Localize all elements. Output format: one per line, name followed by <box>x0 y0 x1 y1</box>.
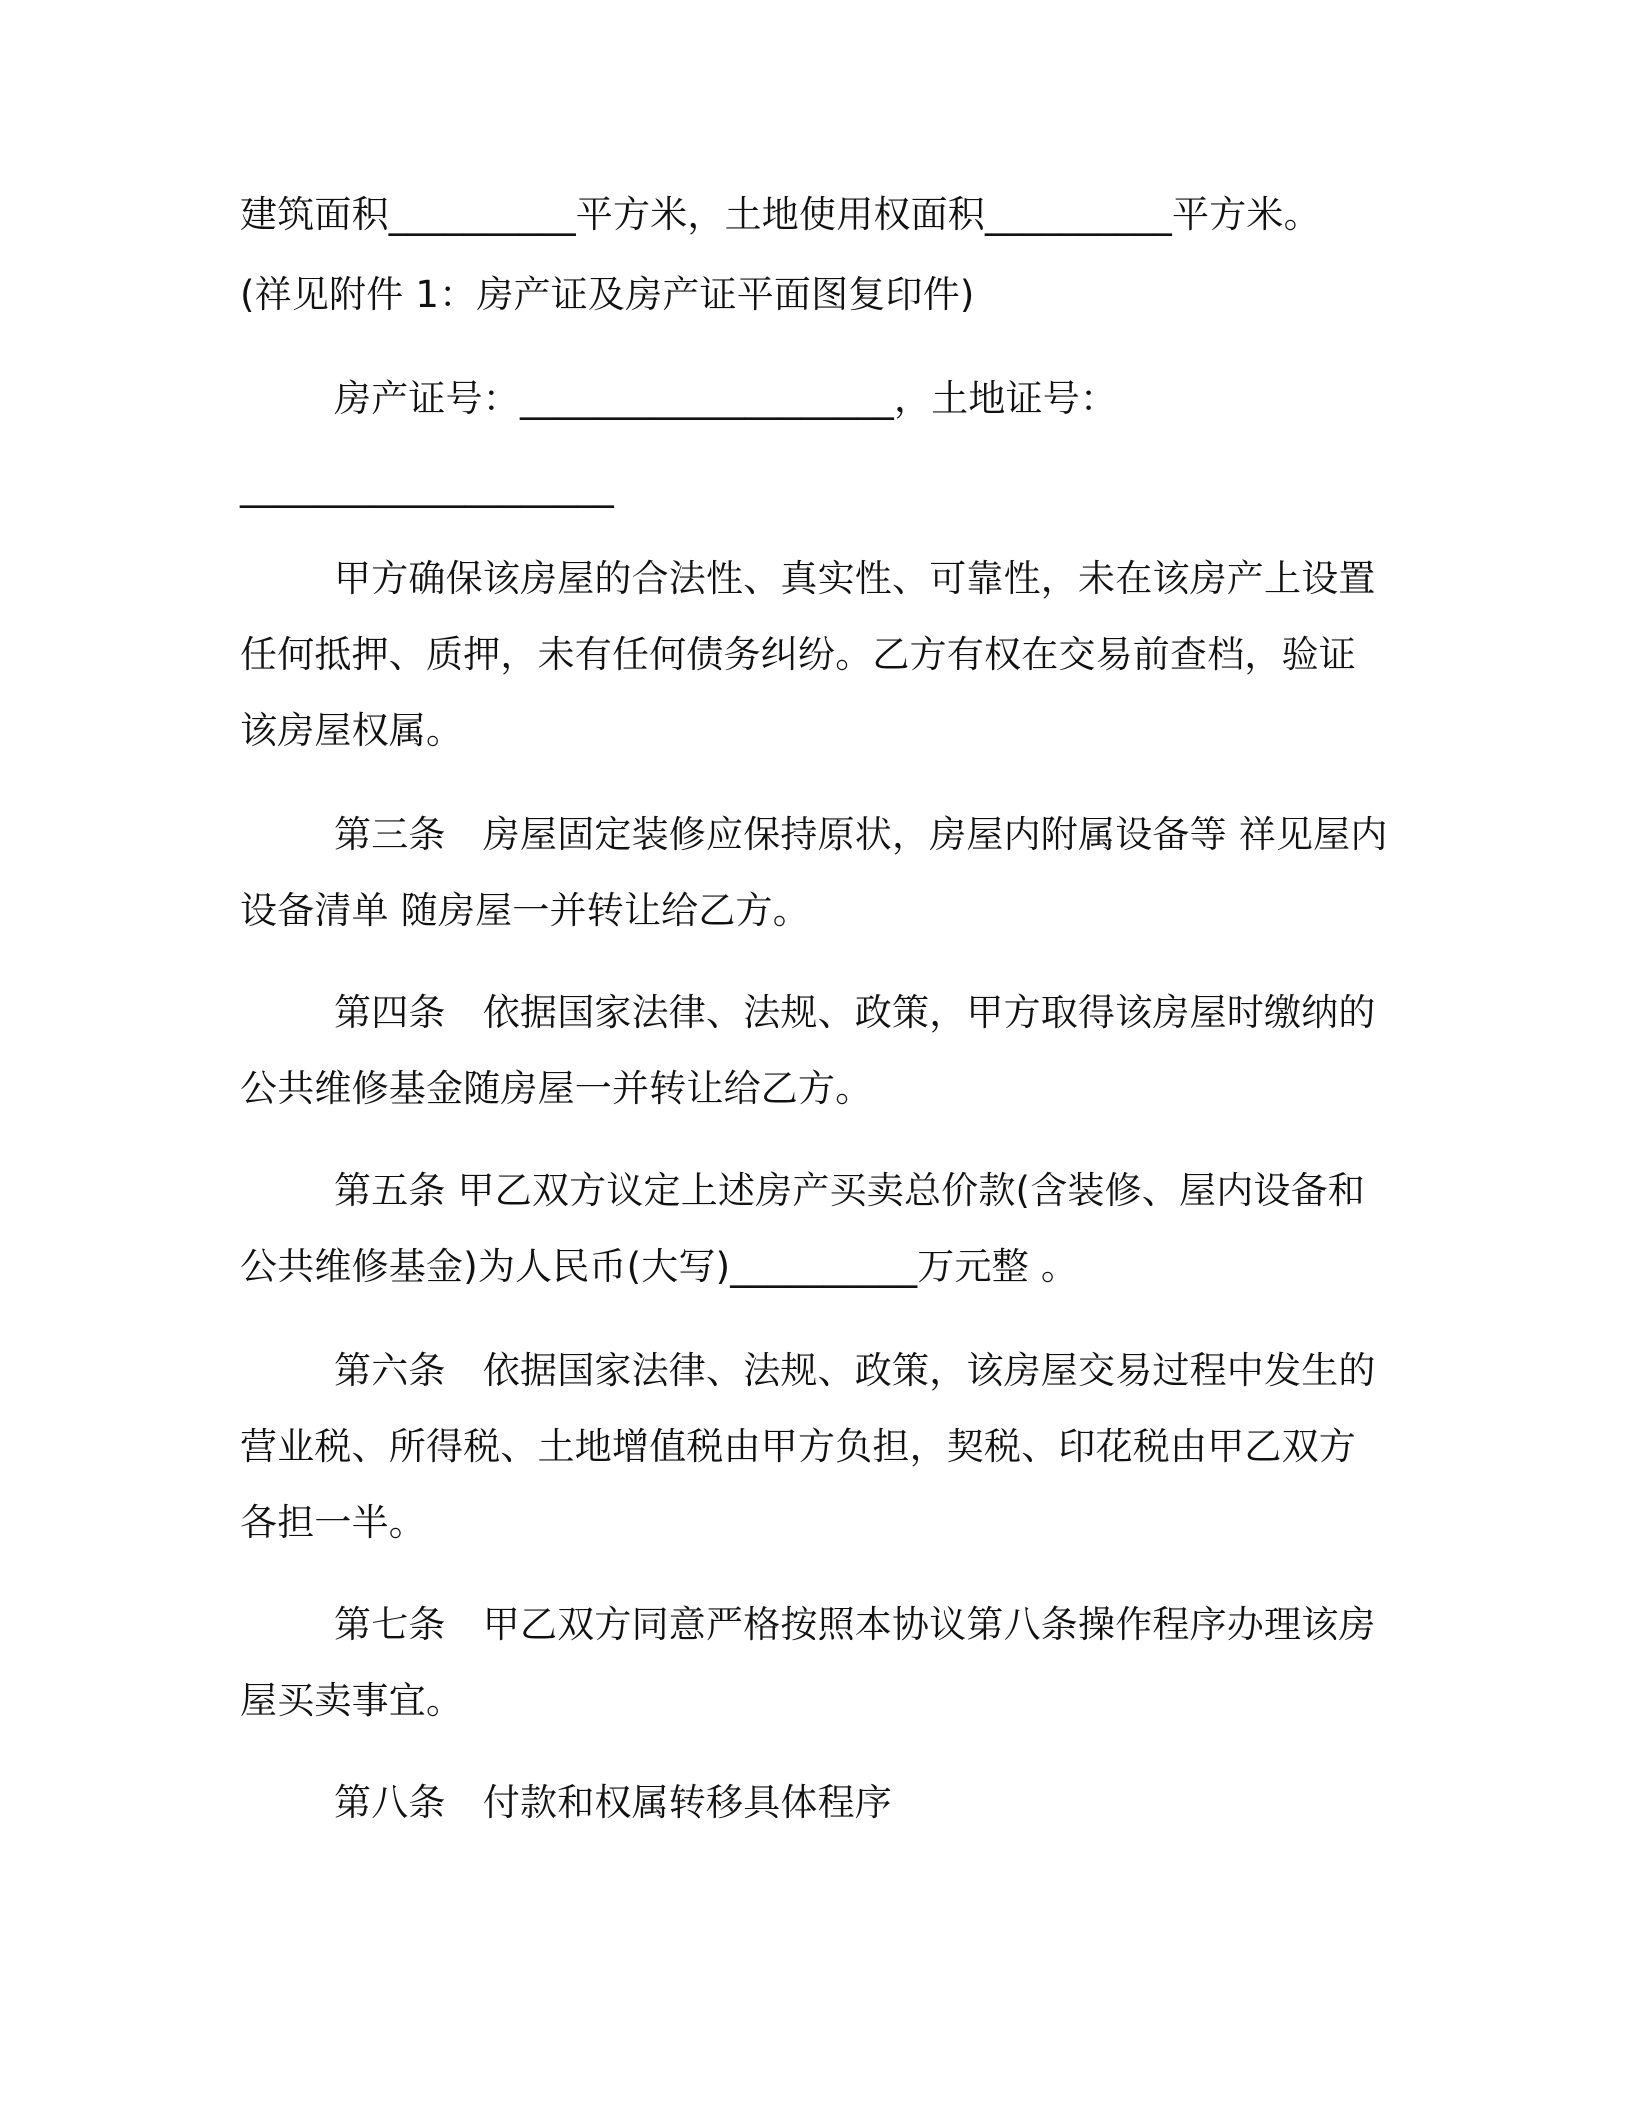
article-6-line-2: 营业税、所得税、土地增值税由甲方负担，契税、印花税由甲乙双方 <box>240 1425 1356 1468</box>
article-7-line-1: 第七条 甲乙双方同意严格按照本协议第八条操作程序办理该房 <box>334 1603 1376 1646</box>
guarantee-line-1: 甲方确保该房屋的合法性、真实性、可靠性，未在该房产上设置 <box>334 557 1376 600</box>
area-line: 建筑面积__________平方米，土地使用权面积__________平方米。 <box>240 193 1321 236</box>
cert-line-1: 房产证号：____________________，土地证号： <box>334 377 1118 420</box>
appendix-note: (祥见附件 1：房产证及房产证平面图复印件) <box>240 273 975 316</box>
cert-line-2: ____________________ <box>240 465 614 508</box>
article-7-line-2: 屋买卖事宜。 <box>240 1679 464 1722</box>
article-6-line-1: 第六条 依据国家法律、法规、政策，该房屋交易过程中发生的 <box>334 1349 1376 1392</box>
article-5-line-2: 公共维修基金)为人民币(大写)__________万元整 。 <box>240 1245 1079 1288</box>
article-8-line-1: 第八条 付款和权属转移具体程序 <box>334 1781 892 1824</box>
article-6-line-3: 各担一半。 <box>240 1501 426 1544</box>
guarantee-line-3: 该房屋权属。 <box>240 709 464 752</box>
article-4-line-2: 公共维修基金随房屋一并转让给乙方。 <box>240 1067 873 1110</box>
article-5-line-1: 第五条 甲乙双方议定上述房产买卖总价款(含装修、屋内设备和 <box>334 1169 1365 1212</box>
guarantee-line-2: 任何抵押、质押，未有任何债务纠纷。乙方有权在交易前查档，验证 <box>240 633 1356 676</box>
article-3-line-1: 第三条 房屋固定装修应保持原状，房屋内附属设备等 祥见屋内 <box>334 813 1388 856</box>
article-3-line-2: 设备清单 随房屋一并转让给乙方。 <box>240 889 810 932</box>
article-4-line-1: 第四条 依据国家法律、法规、政策，甲方取得该房屋时缴纳的 <box>334 991 1376 1034</box>
